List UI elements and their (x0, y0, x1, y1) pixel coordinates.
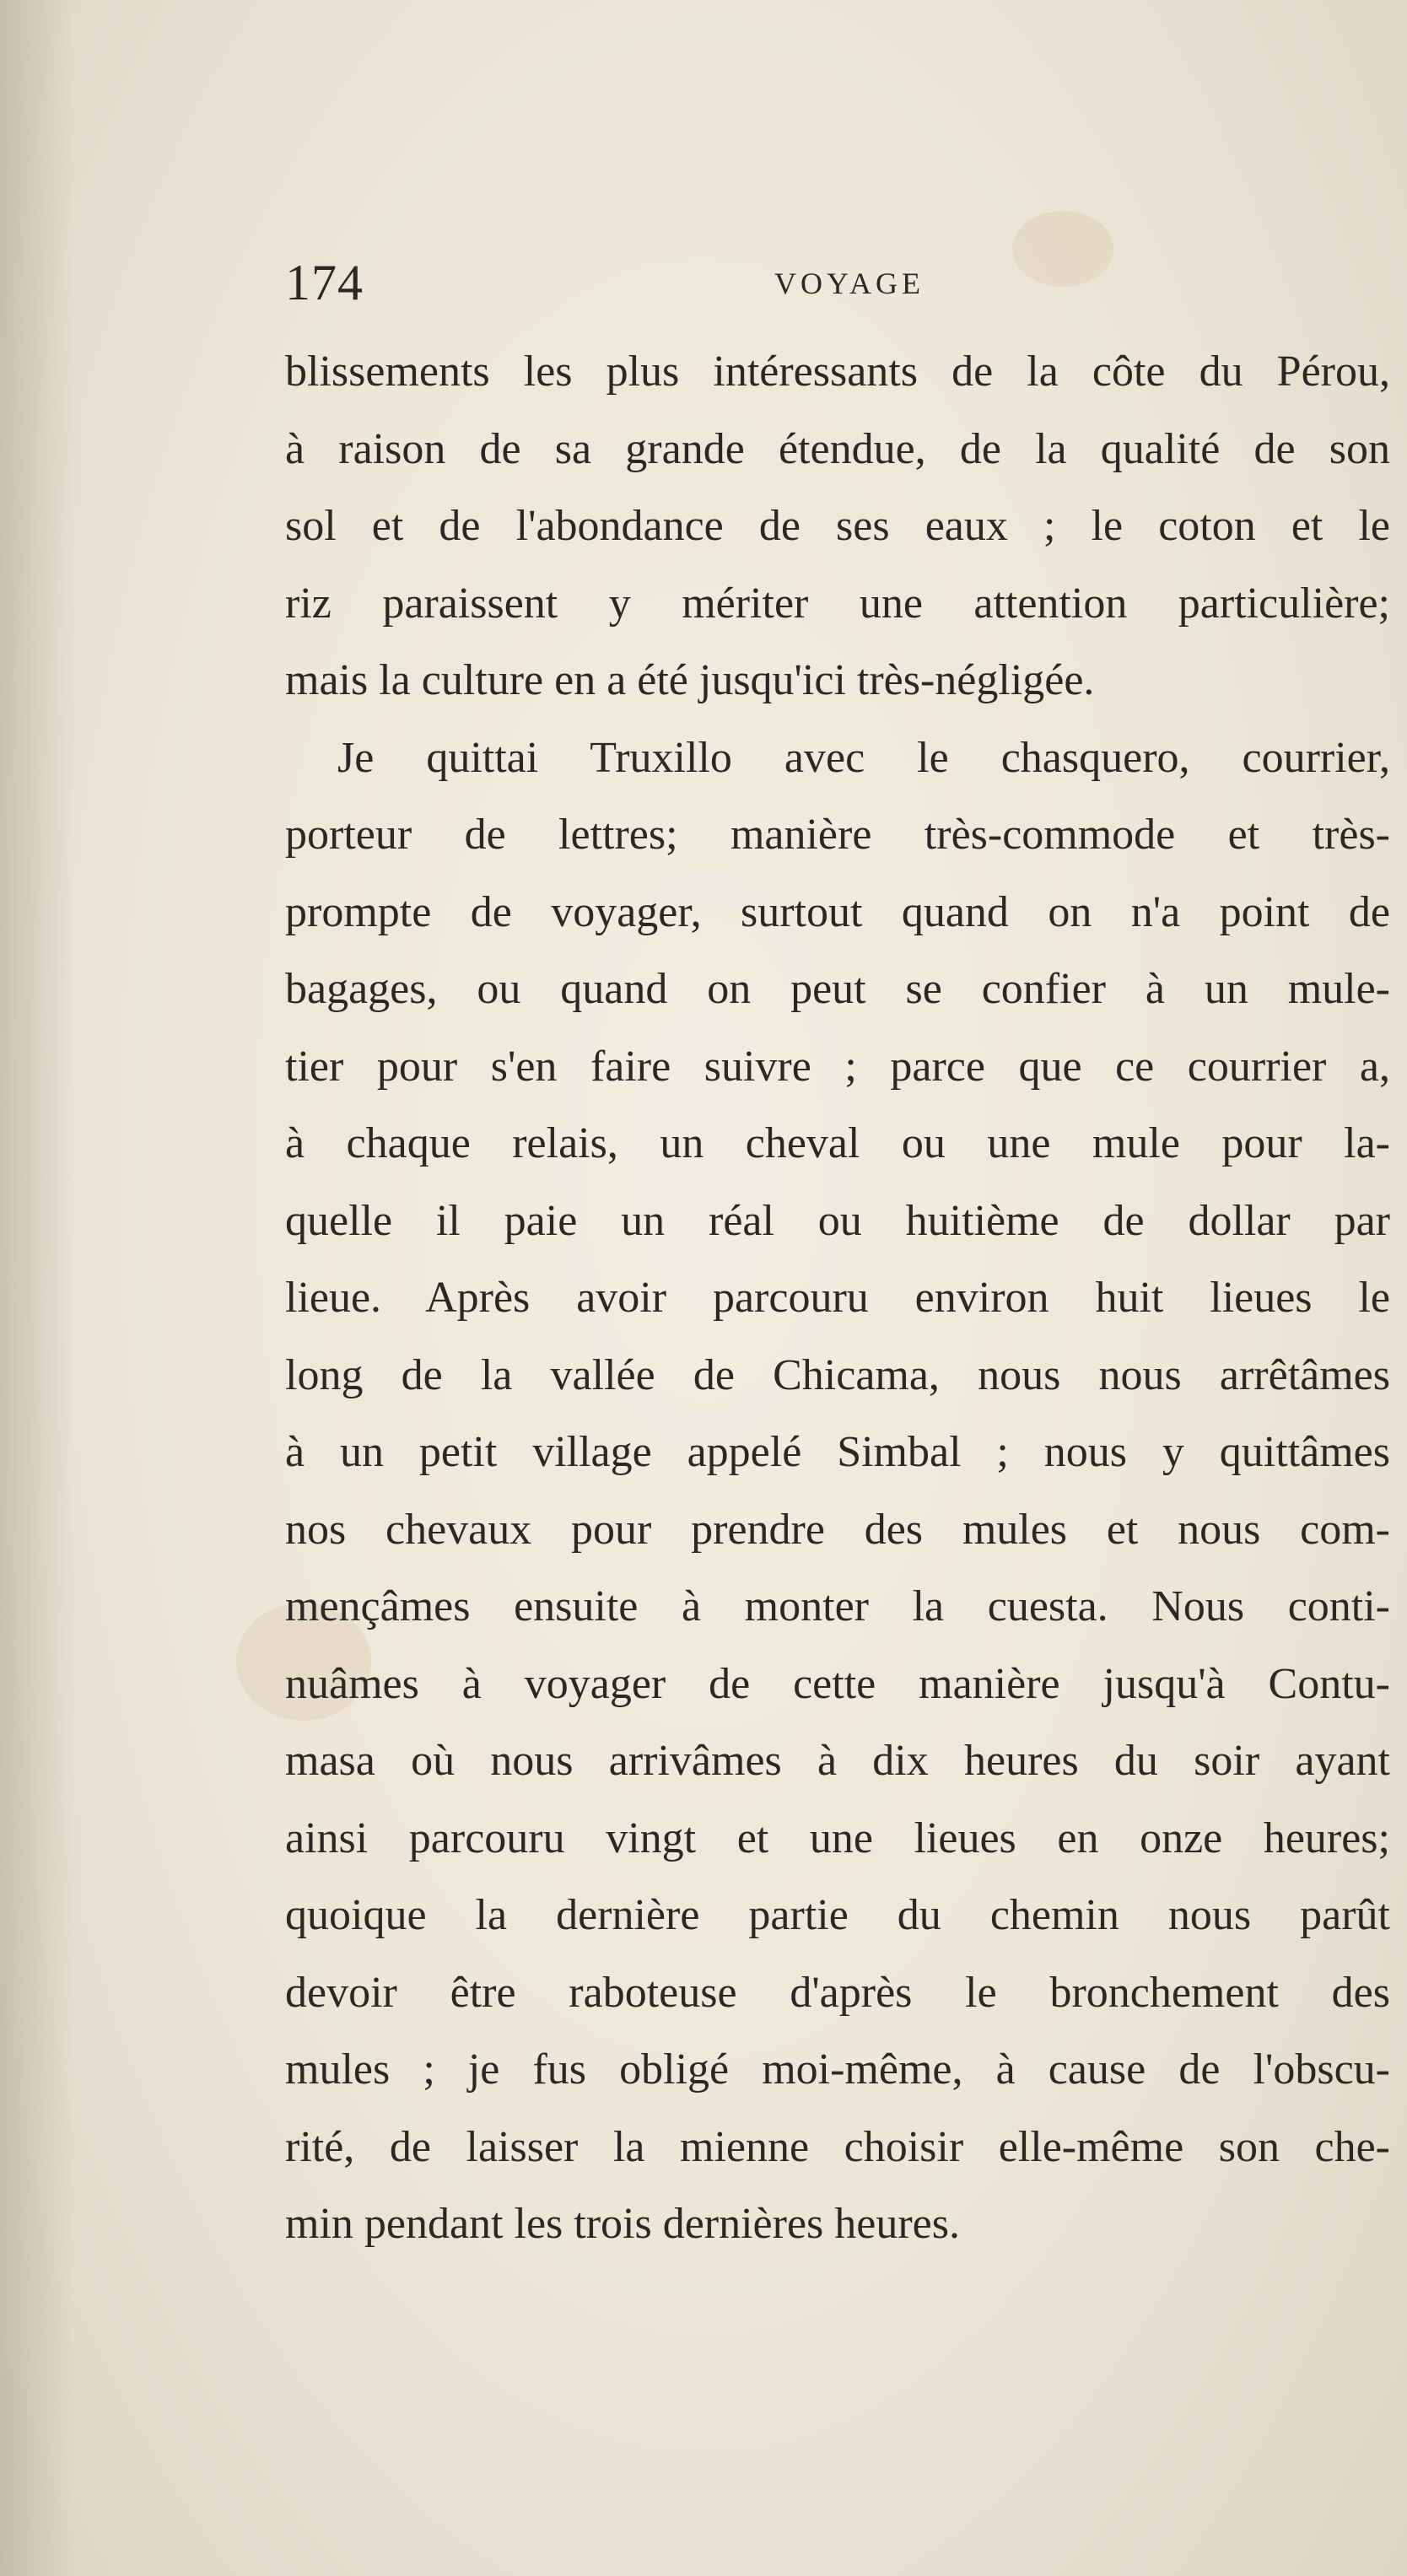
text-line: sol et de l'abondance de ses eaux ; le coton et le (285, 502, 1390, 550)
text-line: rité, de laisser la mienne choisir elle-même son che- (285, 2122, 1390, 2171)
text-line: à un petit village appelé Simbal ; nous y quittâmes (285, 1428, 1390, 1476)
page-number: 174 (285, 255, 364, 310)
text-line: riz paraissent y mériter une attention particulière; (285, 579, 1390, 628)
text-line: blissements les plus intéressants de la côte du Pérou, (285, 348, 1390, 396)
text-line: tier pour s'en faire suivre ; parce que ce courrier a, (285, 1042, 1390, 1091)
text-line: mules ; je fus obligé moi-même, à cause de l'obscu- (285, 2045, 1390, 2094)
text-line: nos chevaux pour prendre des mules et nous com- (285, 1505, 1390, 1554)
text-line: quelle il paie un réal ou huitième de dollar par (285, 1196, 1390, 1245)
text-line: à chaque relais, un cheval ou une mule pour la- (285, 1119, 1390, 1167)
text-line: ainsi parcouru vingt et une lieues en onze heures; (285, 1813, 1390, 1862)
text-line: masa où nous arrivâmes à dix heures du soir ayant (285, 1737, 1390, 1785)
text-line: devoir être raboteuse d'après le bronchement des (285, 1968, 1390, 2017)
text-line: à raison de sa grande étendue, de la qualité de son (285, 424, 1390, 473)
text-line: porteur de lettres; manière très-commode et très- (285, 811, 1390, 859)
text-line: quoique la dernière partie du chemin nous parût (285, 1891, 1390, 1939)
text-line: min pendant les trois dernières heures. (285, 2200, 960, 2248)
text-line: prompte de voyager, surtout quand on n'a point de (285, 887, 1390, 936)
text-line: mais la culture en a été jusqu'ici très-négligée. (285, 656, 1095, 704)
body-text (285, 333, 1390, 2263)
text-line: long de la vallée de Chicama, nous nous arrêtâmes (285, 1350, 1390, 1399)
running-title: VOYAGE (774, 267, 925, 300)
text-line: bagages, ou quand on peut se confier à un mule- (285, 965, 1390, 1013)
paragraph-start-line: Je quittai Truxillo avec le chasquero, courrier, (337, 733, 1390, 782)
running-head (285, 245, 1390, 321)
text-line: mençâmes ensuite à monter la cuesta. Nous conti- (285, 1582, 1390, 1630)
gutter-shadow (0, 0, 76, 2576)
text-line: nuâmes à voyager de cette manière jusqu'à Contu- (285, 1659, 1390, 1708)
text-line: lieue. Après avoir parcouru environ huit lieues le (285, 1274, 1390, 1322)
